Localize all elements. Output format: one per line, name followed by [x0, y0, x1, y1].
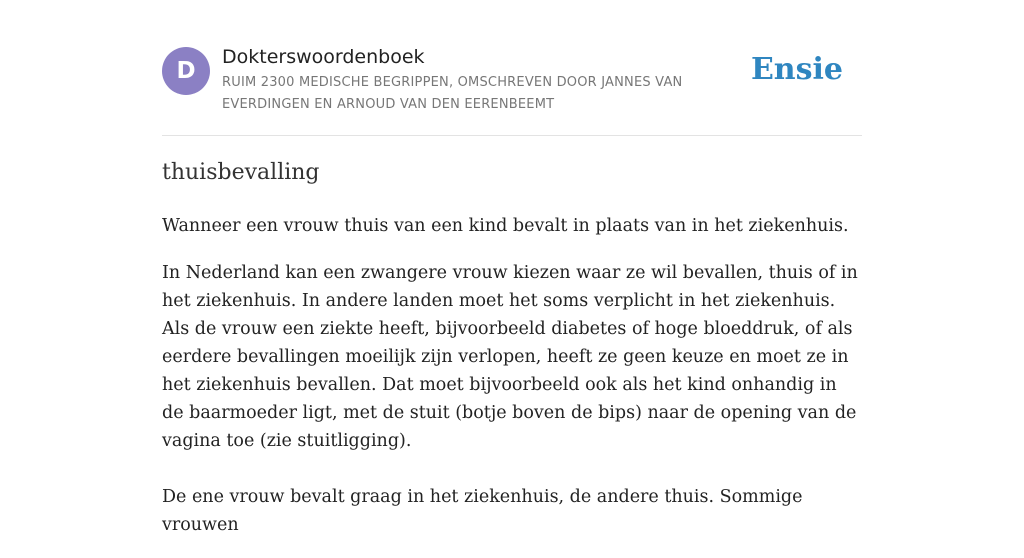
- source-description: RUIM 2300 MEDISCHE BEGRIPPEN, OMSCHREVEN DOOR JANNES VAN EVERDINGEN EN ARNOUD VAN DEN EERENBEEMT: [222, 75, 683, 112]
- source-avatar[interactable]: D: [162, 47, 210, 95]
- page: [162, 0, 862, 535]
- ensie-logo[interactable]: Ensie: [750, 52, 843, 87]
- definition-paragraph-1: In Nederland kan een zwangere vrouw kiezen waar ze wil bevallen, thuis of in het ziekenhuis. In andere landen moet het soms verplicht in het ziekenhuis. Als de vrouw een ziekte heeft, bijvoorbeeld diabetes of hoge bloeddruk, of als eerdere bevallingen moeilijk zijn verlopen, heeft ze geen keuze en moet ze in het ziekenhuis bevallen. Dat moet bijvoorbeeld ook als het kind onhandig in de baarmoeder ligt, met de stuit (botje boven de bips) naar de opening van de vagina toe (zie stuitligging).: [162, 263, 858, 451]
- source-name-link[interactable]: Dokterswoordenboek: [222, 46, 425, 68]
- entry-term: thuisbevalling: [162, 160, 320, 185]
- entry-definition: [162, 212, 862, 558]
- definition-paragraph-2: De ene vrouw bevalt graag in het ziekenhuis, de andere thuis. Sommige vrouwen: [162, 487, 803, 535]
- definition-summary: Wanneer een vrouw thuis van een kind bevalt in plaats van in het ziekenhuis.: [162, 216, 849, 236]
- header: [162, 0, 862, 136]
